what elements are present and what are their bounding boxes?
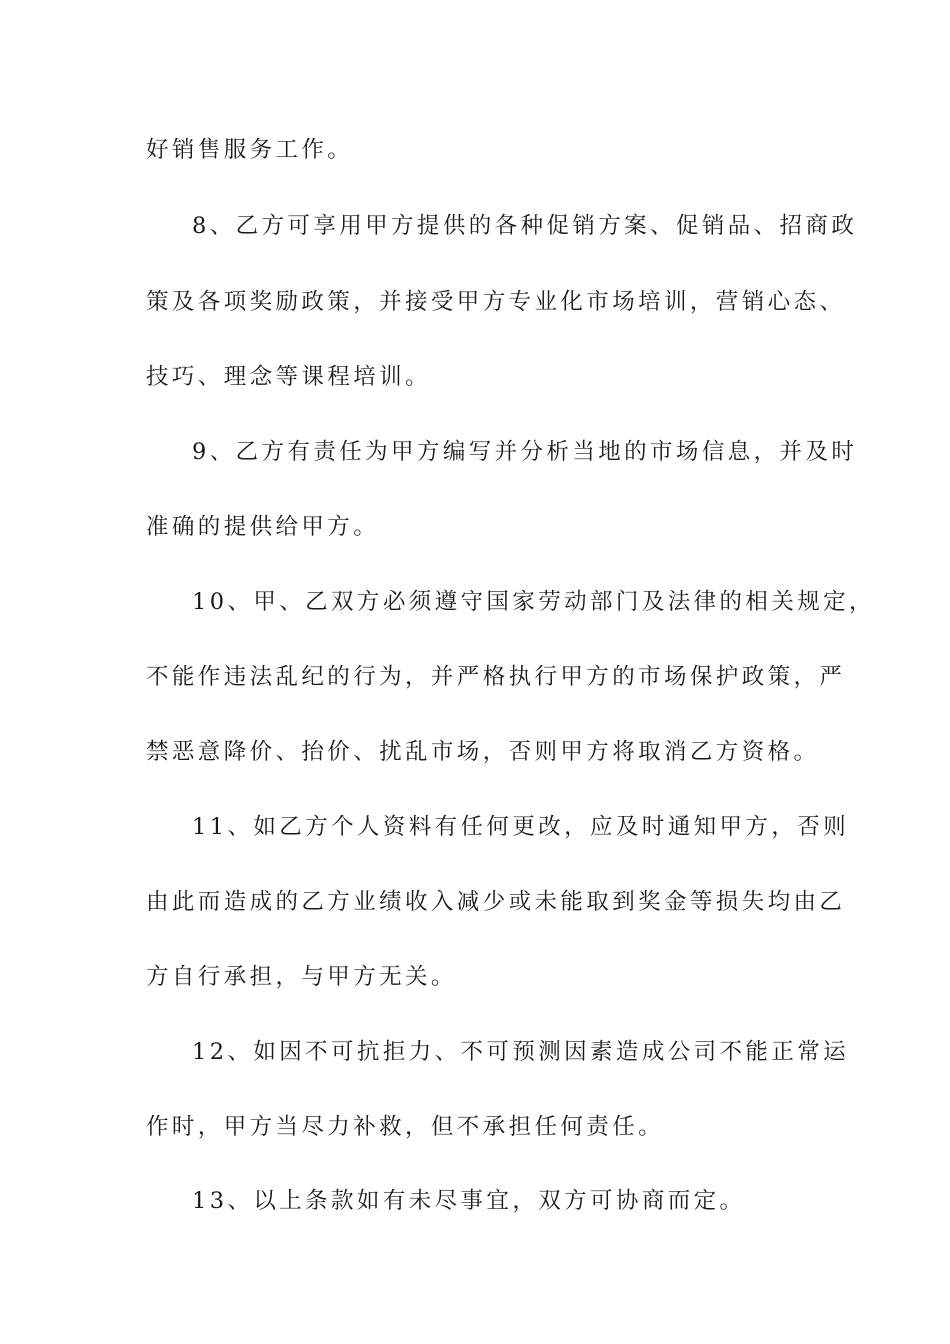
clause-10-line-2: 不能作违法乱纪的行为，并严格执行甲方的市场保护政策，严 bbox=[146, 664, 846, 690]
clause-8-line-1: 8、乙方可享用甲方提供的各种促销方案、促销品、招商政 bbox=[192, 213, 858, 239]
clause-12-line-2: 作时，甲方当尽力补救，但不承担任何责任。 bbox=[146, 1114, 665, 1140]
clause-10-line-1: 10、甲、乙双方必须遵守国家劳动部门及法律的相关规定， bbox=[192, 589, 875, 615]
clause-10-line-3: 禁恶意降价、抬价、扰乱市场，否则甲方将取消乙方资格。 bbox=[146, 739, 820, 765]
clause-11-line-1: 11、如乙方个人资料有任何更改，应及时通知甲方，否则 bbox=[192, 814, 850, 840]
clause-8-line-2: 策及各项奖励政策，并接受甲方专业化市场培训，营销心态、 bbox=[146, 289, 846, 315]
clause-13-line-1: 13、以上条款如有未尽事宜，双方可协商而定。 bbox=[192, 1188, 746, 1214]
clause-9-line-2: 准确的提供给甲方。 bbox=[146, 514, 380, 540]
clause-8-line-3: 技巧、理念等课程培训。 bbox=[146, 364, 431, 390]
clause-11-line-2: 由此而造成的乙方业绩收入减少或未能取到奖金等损失均由乙 bbox=[146, 889, 846, 915]
clause-9-line-1: 9、乙方有责任为甲方编写并分析当地的市场信息，并及时 bbox=[192, 439, 858, 465]
text-line: 好销售服务工作。 bbox=[146, 137, 354, 163]
clause-12-line-1: 12、如因不可抗拒力、不可预测因素造成公司不能正常运 bbox=[192, 1039, 850, 1065]
clause-11-line-3: 方自行承担，与甲方无关。 bbox=[146, 964, 457, 990]
